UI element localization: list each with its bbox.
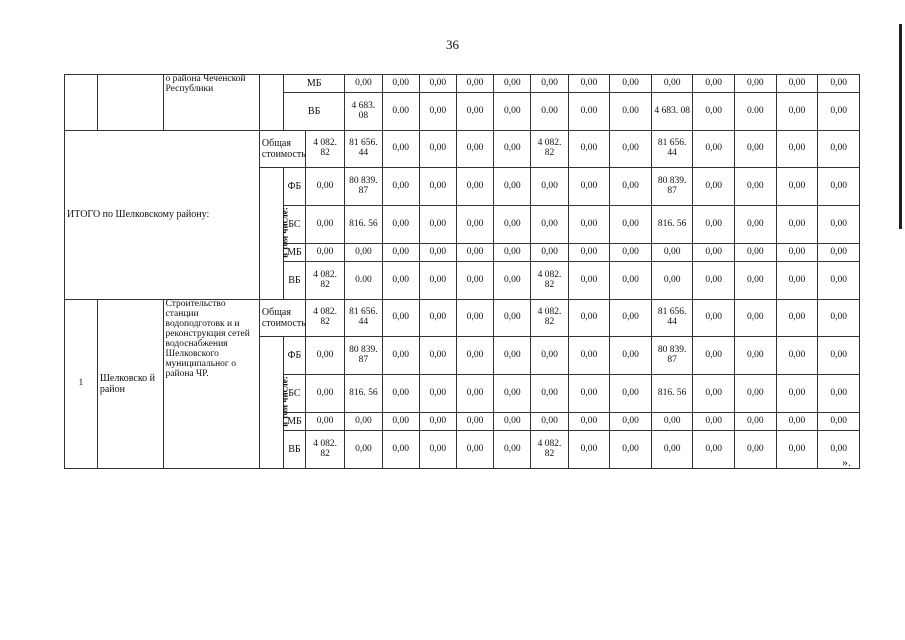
closing-mark: ». <box>842 455 851 469</box>
value-cell: 0,00 <box>382 413 419 431</box>
top-block-name: о района Чеченской Республики <box>163 75 259 131</box>
financing-table <box>64 74 860 469</box>
fund-label: ВБ <box>283 93 344 131</box>
value-cell: 0,00 <box>456 75 493 93</box>
value-cell: 0,00 <box>305 375 344 413</box>
value-cell: 0,00 <box>419 93 456 131</box>
value-cell: 0,00 <box>818 431 860 469</box>
value-cell: 81 656. 44 <box>651 300 693 337</box>
value-cell: 0,00 <box>818 375 860 413</box>
value-cell: 0,00 <box>494 93 531 131</box>
value-cell: 0,00 <box>735 337 777 375</box>
value-cell: 81 656. 44 <box>345 300 382 337</box>
value-cell: 0,00 <box>419 131 456 168</box>
value-cell: 0,00 <box>610 375 652 413</box>
value-cell: 0,00 <box>735 168 777 206</box>
value-cell: 0,00 <box>651 413 693 431</box>
value-cell: 0,00 <box>735 375 777 413</box>
value-cell: 0,00 <box>305 413 344 431</box>
value-cell: 81 656. 44 <box>651 131 693 168</box>
value-cell: 0,00 <box>419 244 456 262</box>
value-cell: 0,00 <box>345 413 382 431</box>
empty-cell <box>259 75 283 131</box>
value-cell: 0,00 <box>693 75 735 93</box>
value-cell: 0,00 <box>776 262 818 300</box>
value-cell: 0,00 <box>776 206 818 244</box>
value-cell: 0,00 <box>735 206 777 244</box>
value-cell: 816. 56 <box>345 206 382 244</box>
value-cell: 0,00 <box>382 168 419 206</box>
value-cell: 0,00 <box>776 375 818 413</box>
value-cell: 0,00 <box>531 375 568 413</box>
value-cell: 0,00 <box>568 75 610 93</box>
value-cell: 0,00 <box>531 413 568 431</box>
value-cell: 0,00 <box>494 206 531 244</box>
value-cell: 0,00 <box>419 262 456 300</box>
value-cell: 0,00 <box>693 206 735 244</box>
value-cell: 0,00 <box>305 206 344 244</box>
value-cell: 0,00 <box>382 206 419 244</box>
value-cell: 80 839. 87 <box>345 168 382 206</box>
value-cell: 0,00 <box>818 168 860 206</box>
value-cell: 0,00 <box>531 244 568 262</box>
value-cell: 0,00 <box>693 300 735 337</box>
value-cell: 0,00 <box>651 431 693 469</box>
value-cell: 0,00 <box>735 244 777 262</box>
value-cell: 0,00 <box>456 206 493 244</box>
in-that-number-cell <box>259 168 290 300</box>
value-cell: 0,00 <box>456 375 493 413</box>
fund-label: МБ <box>283 75 344 93</box>
value-cell: 4 683. 08 <box>345 93 382 131</box>
page-number: 36 <box>446 37 459 52</box>
empty-cell <box>97 75 163 131</box>
in-that-number-label: в том числе: <box>279 207 290 258</box>
value-cell: 0,00 <box>345 431 382 469</box>
value-cell: 0,00 <box>568 300 610 337</box>
value-cell: 0,00 <box>693 262 735 300</box>
value-cell: 0,00 <box>345 244 382 262</box>
value-cell: 0,00 <box>776 244 818 262</box>
value-cell: 0,00 <box>494 375 531 413</box>
value-cell: 0,00 <box>610 206 652 244</box>
fund-label: МБ <box>283 244 305 262</box>
value-cell: 0,00 <box>456 131 493 168</box>
value-cell: 0,00 <box>776 168 818 206</box>
in-that-number-cell <box>259 337 290 469</box>
value-cell: 0,00 <box>610 300 652 337</box>
value-cell: 0,00 <box>494 75 531 93</box>
value-cell: 0,00 <box>456 244 493 262</box>
value-cell: 4 082. 82 <box>305 300 344 337</box>
value-cell: 0,00 <box>776 337 818 375</box>
value-cell: 0,00 <box>776 300 818 337</box>
value-cell: 816. 56 <box>651 375 693 413</box>
value-cell: 0.00 <box>382 93 419 131</box>
value-cell: 0,00 <box>419 75 456 93</box>
value-cell: 0,00 <box>494 300 531 337</box>
value-cell: 0.00 <box>568 93 610 131</box>
value-cell: 0,00 <box>693 244 735 262</box>
value-cell: 0,00 <box>494 131 531 168</box>
value-cell: 4 082. 82 <box>531 262 568 300</box>
value-cell: 0,00 <box>610 431 652 469</box>
value-cell: 0,00 <box>419 168 456 206</box>
value-cell: 0,00 <box>419 206 456 244</box>
value-cell: 0,00 <box>735 413 777 431</box>
margin-bar <box>899 24 902 229</box>
row-number: 1 <box>65 300 98 469</box>
value-cell: 0,00 <box>531 337 568 375</box>
value-cell: 0.00 <box>345 262 382 300</box>
value-cell: 0,00 <box>693 168 735 206</box>
value-cell: 0,00 <box>818 337 860 375</box>
value-cell: 0,00 <box>305 168 344 206</box>
value-cell: 0,00 <box>818 131 860 168</box>
fund-label: МБ <box>283 413 305 431</box>
value-cell: 4 082. 82 <box>305 262 344 300</box>
fund-label: БС <box>283 375 305 413</box>
value-cell: 0.00 <box>735 93 777 131</box>
value-cell: 0,00 <box>610 413 652 431</box>
project-description: Строительство станции водоподготовк и и реконструкция сетей водоснабжения Шелковского муниципальног о района ЧР. <box>163 300 259 469</box>
value-cell: 4 082. 82 <box>305 131 344 168</box>
value-cell: 0,00 <box>568 431 610 469</box>
value-cell: 0,00 <box>568 375 610 413</box>
fund-label: ФБ <box>283 168 305 206</box>
value-cell: 4 683. 08 <box>651 93 693 131</box>
value-cell: 0,00 <box>382 431 419 469</box>
value-cell: 0,00 <box>568 244 610 262</box>
value-cell: 0,00 <box>305 244 344 262</box>
value-cell: 0,00 <box>382 244 419 262</box>
value-cell: 0,00 <box>568 131 610 168</box>
value-cell: 0,00 <box>494 262 531 300</box>
value-cell: 0,00 <box>419 337 456 375</box>
fund-label: БС <box>283 206 305 244</box>
value-cell: 0,00 <box>693 431 735 469</box>
value-cell: 0,00 <box>610 131 652 168</box>
value-cell: 0,00 <box>382 131 419 168</box>
value-cell: 0,00 <box>610 262 652 300</box>
value-cell: 0,00 <box>693 375 735 413</box>
value-cell: 0,00 <box>345 75 382 93</box>
value-cell: 80 839. 87 <box>345 337 382 375</box>
value-cell: 0,00 <box>818 244 860 262</box>
value-cell: 0,00 <box>776 413 818 431</box>
value-cell: 0,00 <box>610 337 652 375</box>
fund-label: ВБ <box>283 262 305 300</box>
value-cell: 0,00 <box>693 93 735 131</box>
value-cell: 0,00 <box>568 337 610 375</box>
value-cell: 4 082. 82 <box>531 131 568 168</box>
value-cell: 0.00 <box>531 93 568 131</box>
total-label: ИТОГО по Шелковскому району: <box>65 131 260 300</box>
value-cell: 816. 56 <box>651 206 693 244</box>
value-cell: 0,00 <box>818 262 860 300</box>
district-name: Шелковско й район <box>97 300 163 469</box>
value-cell: 0,00 <box>735 131 777 168</box>
value-cell: 0,00 <box>610 75 652 93</box>
value-cell: 0,00 <box>735 262 777 300</box>
value-cell: 0,00 <box>531 206 568 244</box>
value-cell: 0,00 <box>419 431 456 469</box>
value-cell: 80 839. 87 <box>651 337 693 375</box>
value-cell: 0,00 <box>382 300 419 337</box>
value-cell: 0,00 <box>568 413 610 431</box>
value-cell: 0,00 <box>776 75 818 93</box>
total-cost-label: Общая стоимость <box>259 131 305 168</box>
value-cell: 0,00 <box>610 168 652 206</box>
value-cell: 0,00 <box>419 413 456 431</box>
value-cell: 0,00 <box>456 168 493 206</box>
value-cell: 0,00 <box>693 337 735 375</box>
value-cell: 0,00 <box>456 431 493 469</box>
value-cell: 0,00 <box>693 413 735 431</box>
value-cell: 0,00 <box>494 168 531 206</box>
value-cell: 0,00 <box>419 300 456 337</box>
value-cell: 0,00 <box>818 413 860 431</box>
value-cell: 0,00 <box>531 168 568 206</box>
fund-label: ВБ <box>283 431 305 469</box>
value-cell: 0,00 <box>456 93 493 131</box>
value-cell: 0,00 <box>776 93 818 131</box>
value-cell: 0,00 <box>456 413 493 431</box>
value-cell: 0,00 <box>735 75 777 93</box>
value-cell: 0,00 <box>382 262 419 300</box>
value-cell: 0,00 <box>818 300 860 337</box>
value-cell: 0,00 <box>818 93 860 131</box>
value-cell: 0,00 <box>382 375 419 413</box>
fund-label: ФБ <box>283 337 305 375</box>
value-cell: 81 656. 44 <box>345 131 382 168</box>
value-cell: 0,00 <box>651 262 693 300</box>
value-cell: 4 082. 82 <box>305 431 344 469</box>
total-cost-label: Общая стоимость <box>259 300 305 337</box>
value-cell: 0,00 <box>818 206 860 244</box>
value-cell: 0,00 <box>305 337 344 375</box>
value-cell: 0,00 <box>651 244 693 262</box>
value-cell: 0,00 <box>651 75 693 93</box>
value-cell: 0,00 <box>456 262 493 300</box>
value-cell: 0,00 <box>494 413 531 431</box>
value-cell: 4 082. 82 <box>531 300 568 337</box>
value-cell: 80 839. 87 <box>651 168 693 206</box>
value-cell: 816. 56 <box>345 375 382 413</box>
value-cell: 0,00 <box>568 206 610 244</box>
value-cell: 0,00 <box>494 337 531 375</box>
value-cell: 0,00 <box>531 75 568 93</box>
value-cell: 0,00 <box>610 244 652 262</box>
value-cell: 0,00 <box>693 131 735 168</box>
value-cell: 0,00 <box>494 431 531 469</box>
value-cell: 0,00 <box>494 244 531 262</box>
value-cell: 0.00 <box>610 93 652 131</box>
value-cell: 0,00 <box>382 75 419 93</box>
value-cell: 0,00 <box>456 300 493 337</box>
value-cell: 0,00 <box>818 75 860 93</box>
value-cell: 0,00 <box>456 337 493 375</box>
in-that-number-label: в том числе: <box>279 376 290 427</box>
value-cell: 0,00 <box>735 431 777 469</box>
value-cell: 0,00 <box>568 168 610 206</box>
value-cell: 4 082. 82 <box>531 431 568 469</box>
value-cell: 0,00 <box>735 300 777 337</box>
empty-cell <box>65 75 98 131</box>
value-cell: 0,00 <box>568 262 610 300</box>
value-cell: 0,00 <box>419 375 456 413</box>
value-cell: 0,00 <box>382 337 419 375</box>
value-cell: 0,00 <box>776 131 818 168</box>
value-cell: 0,00 <box>776 431 818 469</box>
